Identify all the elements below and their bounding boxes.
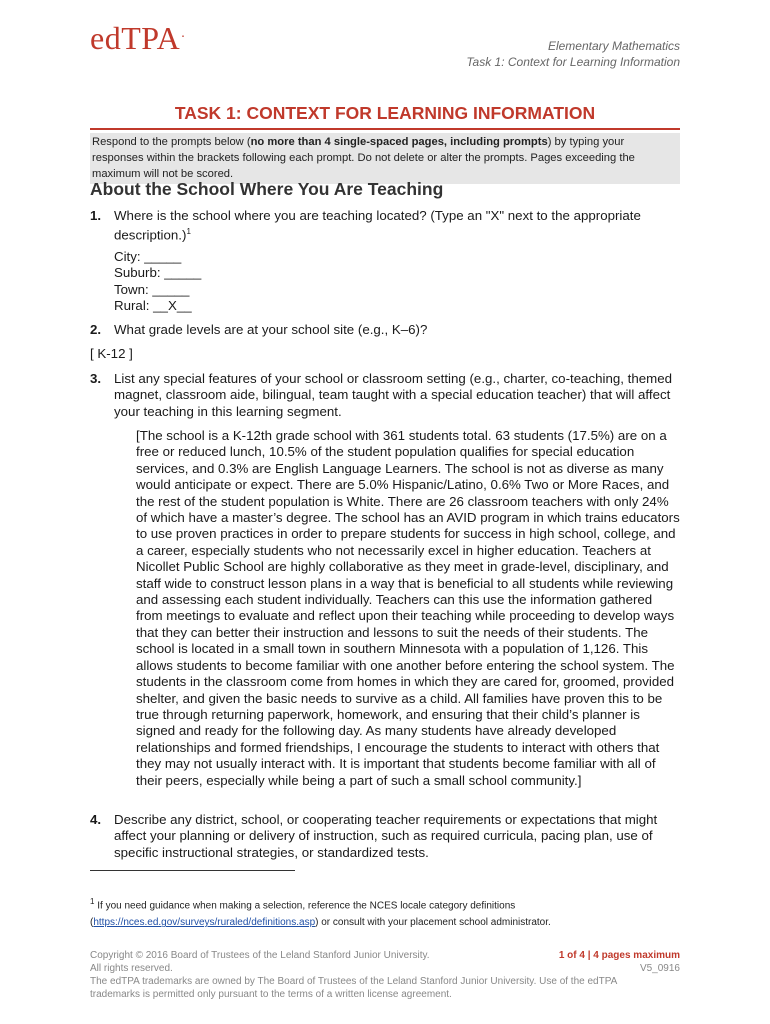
footnote-ref: 1 (186, 227, 191, 237)
location-list (114, 249, 201, 315)
nces-link[interactable]: https://nces.ed.gov/surveys/ruraled/definitions.asp (93, 917, 316, 929)
title-divider (90, 128, 680, 130)
question-3: 3. List any special features of your school or classroom setting (e.g., charter, co-teaching, themed magnet, classroom aide, bilingual, team taught with a special education teacher) that will affect your teaching in this learning segment. (90, 371, 680, 420)
section-heading: About the School Where You Are Teaching (90, 179, 444, 199)
question-4: 4. Describe any district, school, or cooperating teacher requirements or expectations that might affect your planning or delivery of instruction, such as required curricula, pacing plan, use of specific instructional strategies, or standardized tests. (90, 812, 680, 861)
location-town: Town: _____ (114, 281, 190, 297)
header-subject: Elementary Mathematics (547, 39, 680, 53)
question-1: 1. Where is the school where you are teaching located? (Type an "X" next to the appropriate description.)$^1$ (90, 208, 641, 243)
edtpa-logo: edTPA. (90, 20, 186, 56)
running-header (466, 38, 680, 70)
location-rural: Rural: __X__ (114, 298, 192, 314)
question-2: 2. What grade levels are at your school site (e.g., K–6)? (90, 322, 680, 338)
answer-3: [The school is a K-12th grade school with 361 students total. 63 students (17.5%) are on a free or reduced lunch, 10.5% of the student population qualifies for special education services, and 0.3% are English Language Learners. The school is not as diverse as many would anticipate or expect. There are 5.0% Hispanic/Latino, 0.6% Two or More Races, and the rest of the student population is White. There are 26 classroom teachers with only 24% of which have a master’s degree. The school has an AVID program in which trains educators to use proven practices in order to prepare students for success in high school, college, and a career, especially students who not necessarily excel in higher education. Teachers at Nicollet Public School are highly collaborative as they meet in grade-level, disciplinary, and staff wide to construct lesson plans in a way that is beneficial to all students while reviewing and assessing each student individually. Teachers can this use the information gathered from meetings to evaluate and reflect upon their teaching while proceeding to develop ways that they can better their instruction and lessons to suit the needs of their students. The school is located in a small town in southern Minnesota with a population of 1,126. This allows students to become familiar with one another before entering the school system. The students in the classroom come from homes in which they are cared for, groomed, provided shelter, and given the basic needs to survive as a child. All families have proven this to be true through returning paperwork, homework, and ensuring that their child’s planner is signed and ready for the following day. As many students have already developed relationships and formed friendships, I encourage the students to interact with others that they may not usually interact with. It is important that students become familiar with all of their peers, especially while being a part of such a small school community.] (136, 428, 680, 788)
instructions-box: Respond to the prompts below (no more than 4 single-spaced pages, including prompts) by typing your responses within the brackets following each prompt. Do not delete or alter the prompts. Pages exceeding the maximum will not be scored. (90, 133, 680, 184)
footer-copyright: Copyright © 2016 Board of Trustees of the Leland Stanford Junior University. All rights reserved. (90, 950, 430, 974)
question-2-text: What grade levels are at your school site (e.g., K–6)? (114, 322, 428, 337)
question-1-text: Where is the school where you are teaching located? (Type an "X" next to the appropriate description.) (114, 208, 641, 243)
footnote-divider (90, 870, 295, 871)
footer-page-info (559, 949, 680, 975)
footer-trademark: The edTPA trademarks are owned by The Board of Trustees of the Leland Stanford Junior University. Use of the edTPA trademarks is permitted only pursuant to the terms of a written license agreement. (90, 976, 617, 1000)
header-task: Task 1: Context for Learning Information (466, 55, 680, 69)
question-4-text: Describe any district, school, or cooperating teacher requirements or expectations that might affect your planning or delivery of instruction, such as required curricula, pacing plan, use of specific instructional strategies, or standardized tests. (114, 812, 658, 860)
footnote: $^1$ If you need guidance when making a selection, reference the NCES locale category definitions (https://nces.ed.gov/surveys/ruraled/definitions.asp) or consult with your placement school administrator. (90, 897, 551, 929)
version: V5_0916 (639, 963, 680, 974)
question-3-text: List any special features of your school or classroom setting (e.g., charter, co-teaching, themed magnet, classroom aide, bilingual, team taught with a special education teacher) that will affect your teaching in this learning segment. (114, 371, 673, 419)
location-city: City: _____ (114, 249, 182, 264)
page-title: TASK 1: CONTEXT FOR LEARNING INFORMATION (174, 103, 596, 123)
logo-mark: . (181, 26, 186, 41)
grade-answer: [ K-12 ] (90, 346, 133, 361)
location-suburb: Suburb: _____ (114, 265, 202, 281)
page-count: 1 of 4 | 4 pages maximum (558, 950, 680, 961)
